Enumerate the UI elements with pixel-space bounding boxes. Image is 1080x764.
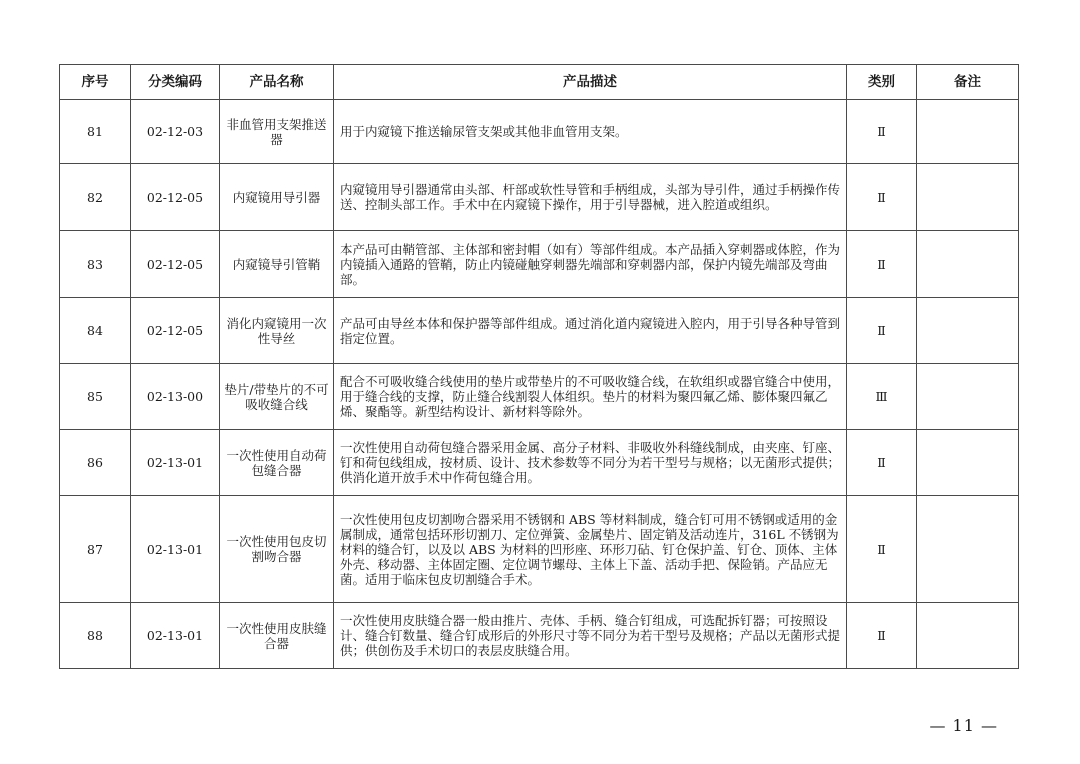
row-product-name: 一次性使用皮肤缝合器 <box>220 603 334 669</box>
row-remarks <box>917 364 1019 430</box>
row-product-description: 用于内窥镜下推送输尿管支架或其他非血管用支架。 <box>334 100 847 164</box>
row-remarks <box>917 100 1019 164</box>
row-remarks <box>917 298 1019 364</box>
row-product-name: 一次性使用包皮切割吻合器 <box>220 496 334 603</box>
row-serial: 88 <box>60 603 131 669</box>
row-category: Ⅱ <box>847 100 917 164</box>
row-code: 02-12-05 <box>131 231 220 298</box>
row-category: Ⅲ <box>847 364 917 430</box>
row-serial: 86 <box>60 430 131 496</box>
header-product-name: 产品名称 <box>220 65 334 100</box>
row-code: 02-12-03 <box>131 100 220 164</box>
row-product-description: 一次性使用自动荷包缝合器采用金属、高分子材料、非吸收外科缝线制成，由夹座、钉座、钉和荷包线组成，按材质、设计、技术参数等不同分为若干型号与规格；以无菌形式提供；供消化道开放手术中作荷包缝合用。 <box>334 430 847 496</box>
row-product-description: 一次性使用包皮切割吻合器采用不锈钢和 ABS 等材料制成，缝合钉可用不锈钢或适用的金属制成，通常包括环形切割刀、定位弹簧、金属垫片、固定销及活动连片，316L 不锈钢为材料的缝合钉，以及以 ABS 为材料的凹形座、环形刀砧、钉仓保护盖、钉仓、顶体、主体外壳、移动器、主体固定圈、定位调节螺母、主体上下盖、活动手把、保险销。产品应无菌。适用于临床包皮切割缝合手术。 <box>334 496 847 603</box>
table-row <box>60 164 1019 231</box>
row-category: Ⅱ <box>847 603 917 669</box>
table-row <box>60 430 1019 496</box>
table-row <box>60 603 1019 669</box>
row-code: 02-13-00 <box>131 364 220 430</box>
row-remarks <box>917 496 1019 603</box>
row-product-name: 内窥镜用导引器 <box>220 164 334 231</box>
row-category: Ⅱ <box>847 164 917 231</box>
row-serial: 84 <box>60 298 131 364</box>
table-row <box>60 100 1019 164</box>
row-serial: 82 <box>60 164 131 231</box>
table-row <box>60 364 1019 430</box>
row-serial: 85 <box>60 364 131 430</box>
row-code: 02-12-05 <box>131 164 220 231</box>
device-catalog-table <box>59 64 1019 669</box>
table-row <box>60 231 1019 298</box>
row-product-name: 一次性使用自动荷包缝合器 <box>220 430 334 496</box>
row-category: Ⅱ <box>847 231 917 298</box>
header-code: 分类编码 <box>131 65 220 100</box>
row-category: Ⅱ <box>847 430 917 496</box>
row-product-name: 垫片/带垫片的不可吸收缝合线 <box>220 364 334 430</box>
row-category: Ⅱ <box>847 496 917 603</box>
row-product-description: 产品可由导丝本体和保护器等部件组成。通过消化道内窥镜进入腔内，用于引导各种导管到指定位置。 <box>334 298 847 364</box>
row-product-name: 消化内窥镜用一次性导丝 <box>220 298 334 364</box>
row-remarks <box>917 231 1019 298</box>
row-product-description: 本产品可由鞘管部、主体部和密封帽（如有）等部件组成。本产品插入穿刺器或体腔，作为内镜插入通路的管鞘，防止内镜碰触穿刺器先端部和穿刺器内部，保护内镜先端部及弯曲部。 <box>334 231 847 298</box>
header-product-description: 产品描述 <box>334 65 847 100</box>
row-serial: 81 <box>60 100 131 164</box>
header-remarks: 备注 <box>917 65 1019 100</box>
row-category: Ⅱ <box>847 298 917 364</box>
row-product-description: 内窥镜用导引器通常由头部、杆部或软性导管和手柄组成，头部为导引件，通过手柄操作传送、控制头部工作。手术中在内窥镜下操作，用于引导器械，进入腔道或组织。 <box>334 164 847 231</box>
row-product-description: 一次性使用皮肤缝合器一般由推片、壳体、手柄、缝合钉组成，可选配拆钉器；可按照设计、缝合钉数量、缝合钉成形后的外形尺寸等不同分为若干型号及规格；产品以无菌形式提供；供创伤及手术切口的表层皮肤缝合用。 <box>334 603 847 669</box>
row-product-description: 配合不可吸收缝合线使用的垫片或带垫片的不可吸收缝合线，在软组织或器官缝合中使用，用于缝合线的支撑，防止缝合线割裂人体组织。垫片的材料为聚四氟乙烯、膨体聚四氟乙烯、聚酯等。新型结构设计、新材料等除外。 <box>334 364 847 430</box>
row-code: 02-13-01 <box>131 603 220 669</box>
row-code: 02-13-01 <box>131 496 220 603</box>
table-header-row <box>60 65 1019 100</box>
row-product-name: 非血管用支架推送器 <box>220 100 334 164</box>
row-code: 02-12-05 <box>131 298 220 364</box>
row-serial: 83 <box>60 231 131 298</box>
page-number: — 11 — <box>929 716 998 735</box>
row-remarks <box>917 430 1019 496</box>
header-category: 类别 <box>847 65 917 100</box>
row-code: 02-13-01 <box>131 430 220 496</box>
row-remarks <box>917 603 1019 669</box>
row-remarks <box>917 164 1019 231</box>
header-serial: 序号 <box>60 65 131 100</box>
row-product-name: 内窥镜导引管鞘 <box>220 231 334 298</box>
table-row <box>60 298 1019 364</box>
table-row <box>60 496 1019 603</box>
row-serial: 87 <box>60 496 131 603</box>
